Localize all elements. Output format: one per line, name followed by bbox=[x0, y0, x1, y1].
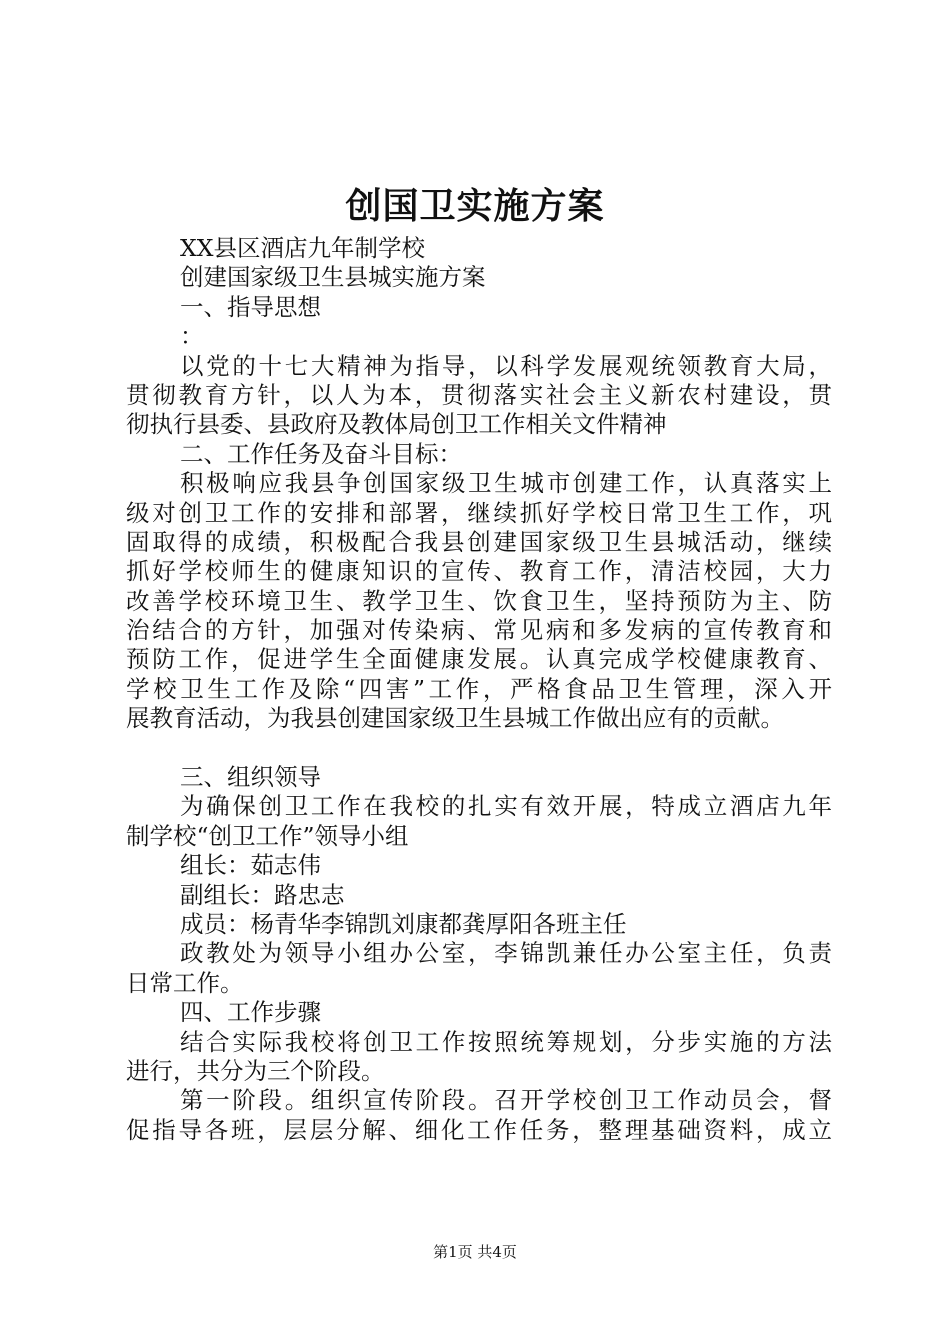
document-body bbox=[126, 234, 832, 1145]
text-line: 三、组织领导 bbox=[180, 763, 321, 792]
text-line: 二、工作任务及奋斗目标： bbox=[180, 439, 462, 468]
text-line: 学校卫生工作及除“四害”工作，严格食品卫生管理，深入开 bbox=[126, 674, 832, 703]
text-line: 一、指导思想 bbox=[180, 292, 321, 321]
text-line: 治结合的方针，加强对传染病、常见病和多发病的宣传教育和 bbox=[126, 616, 832, 645]
text-line: ： bbox=[180, 322, 204, 351]
text-line: 制学校“创卫工作”领导小组 bbox=[126, 821, 409, 850]
text-line: 第一阶段。组织宣传阶段。召开学校创卫工作动员会，督 bbox=[180, 1086, 832, 1115]
text-line: 创建国家级卫生县城实施方案 bbox=[180, 263, 486, 292]
text-line: 改善学校环境卫生、教学卫生、饮食卫生，坚持预防为主、防 bbox=[126, 586, 832, 615]
text-line: 组长：茹志伟 bbox=[180, 851, 321, 880]
text-line: 促指导各班，层层分解、细化工作任务，整理基础资料，成立 bbox=[126, 1115, 832, 1144]
document-title: 创国卫实施方案 bbox=[345, 185, 605, 227]
text-line: 成员：杨青华李锦凯刘康都龚厚阳各班主任 bbox=[180, 909, 627, 938]
text-line: 级对创卫工作的安排和部署，继续抓好学校日常卫生工作，巩 bbox=[126, 498, 832, 527]
text-line: 结合实际我校将创卫工作按照统筹规划，分步实施的方法 bbox=[180, 1027, 832, 1056]
text-line: 抓好学校师生的健康知识的宣传、教育工作，清洁校园，大力 bbox=[126, 557, 832, 586]
text-line: 以党的十七大精神为指导，以科学发展观统领教育大局， bbox=[180, 351, 832, 380]
text-line: 积极响应我县争创国家级卫生城市创建工作，认真落实上 bbox=[180, 469, 832, 498]
blank-line bbox=[126, 734, 832, 763]
text-line: 日常工作。 bbox=[126, 968, 244, 997]
text-line: 四、工作步骤 bbox=[180, 998, 321, 1027]
text-line: 贯彻教育方针，以人为本，贯彻落实社会主义新农村建设，贯 bbox=[126, 380, 832, 409]
text-line: 副组长：路忠志 bbox=[180, 880, 345, 909]
text-line: 固取得的成绩，积极配合我县创建国家级卫生县城活动，继续 bbox=[126, 527, 832, 556]
text-line: 进行，共分为三个阶段。 bbox=[126, 1056, 385, 1085]
text-line: 彻执行县委、县政府及教体局创卫工作相关文件精神 bbox=[126, 410, 667, 439]
text-line: 预防工作，促进学生全面健康发展。认真完成学校健康教育、 bbox=[126, 645, 832, 674]
page-footer: 第1页 共4页 bbox=[433, 1243, 517, 1261]
text-line: 展教育活动，为我县创建国家级卫生县城工作做出应有的贡献。 bbox=[126, 704, 784, 733]
text-line: 政教处为领导小组办公室，李锦凯兼任办公室主任，负责 bbox=[180, 939, 832, 968]
text-line: XX县区酒店九年制学校 bbox=[180, 234, 425, 262]
text-line: 为确保创卫工作在我校的扎实有效开展，特成立酒店九年 bbox=[180, 792, 832, 821]
